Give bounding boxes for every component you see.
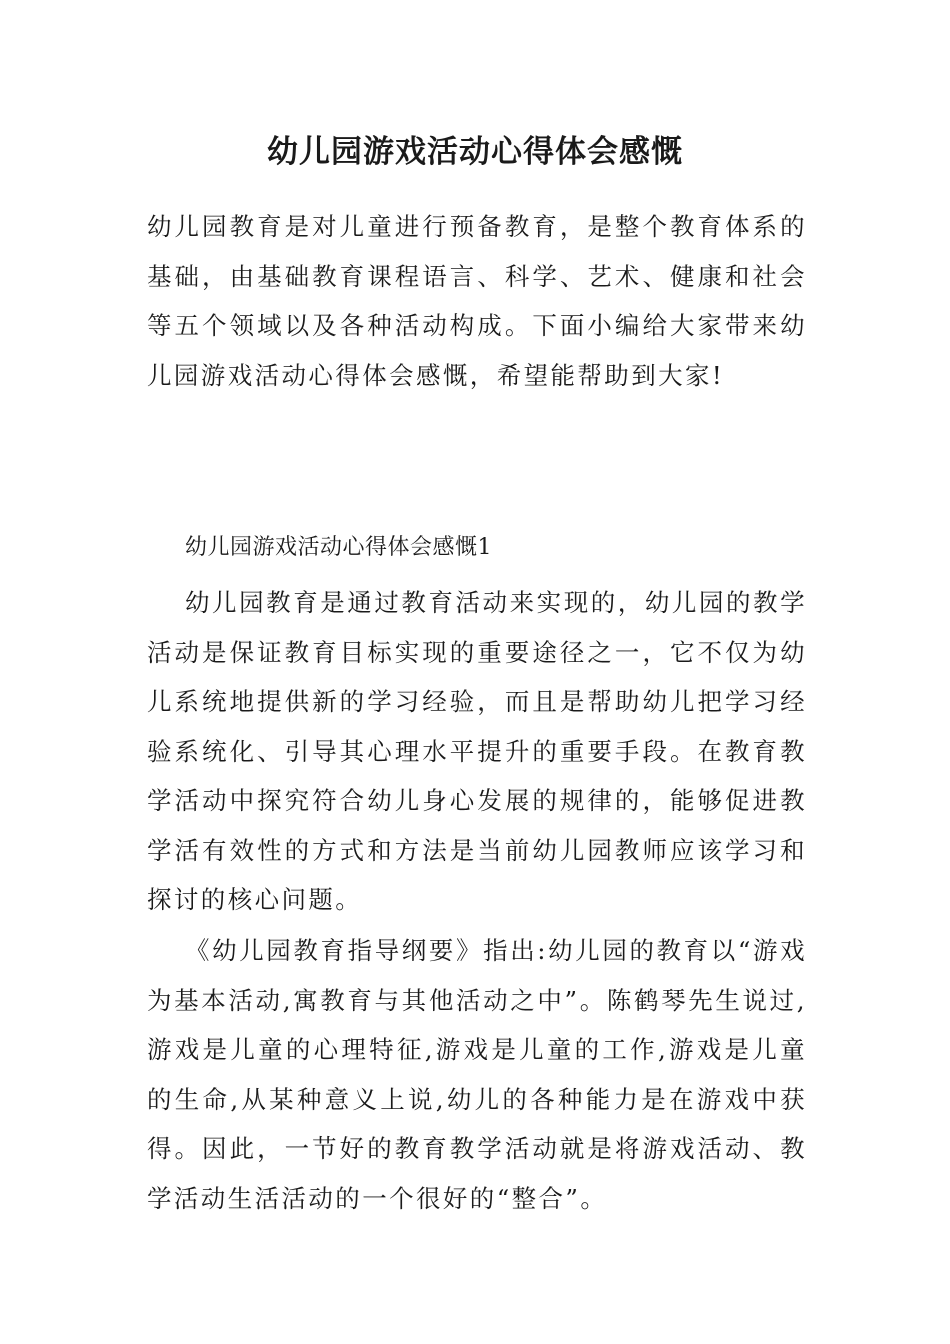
intro-paragraph: 幼儿园教育是对儿童进行预备教育，是整个教育体系的基础，由基础教育课程语言、科学、艺术、健康和社会等五个领域以及各种活动构成。下面小编给大家带来幼儿园游戏活动心得体会感慨，希望能帮助到大家! bbox=[147, 212, 807, 390]
document-title: 幼儿园游戏活动心得体会感慨 bbox=[267, 134, 683, 170]
section-heading: 幼儿园游戏活动心得体会感慨1 bbox=[185, 535, 492, 560]
body-paragraph-2: 《幼儿园教育指导纲要》指出:幼儿园的教育以“游戏为基本活动,寓教育与其他活动之中”。陈鹤琴先生说过,游戏是儿童的心理特征,游戏是儿童的工作,游戏是儿童的生命,从某种意义上说,幼儿的各种能力是在游戏中获得。因此，一节好的教育教学活动就是将游戏活动、教学活动生活活动的一个很好的“整合”。 bbox=[147, 936, 807, 1213]
body-paragraph-1: 幼儿园教育是通过教育活动来实现的，幼儿园的教学活动是保证教育目标实现的重要途径之一，它不仅为幼儿系统地提供新的学习经验，而且是帮助幼儿把学习经验系统化、引导其心理水平提升的重要手段。在教育教学活动中探究符合幼儿身心发展的规律的，能够促进教学活有效性的方式和方法是当前幼儿园教师应该学习和探讨的核心问题。 bbox=[147, 588, 807, 914]
